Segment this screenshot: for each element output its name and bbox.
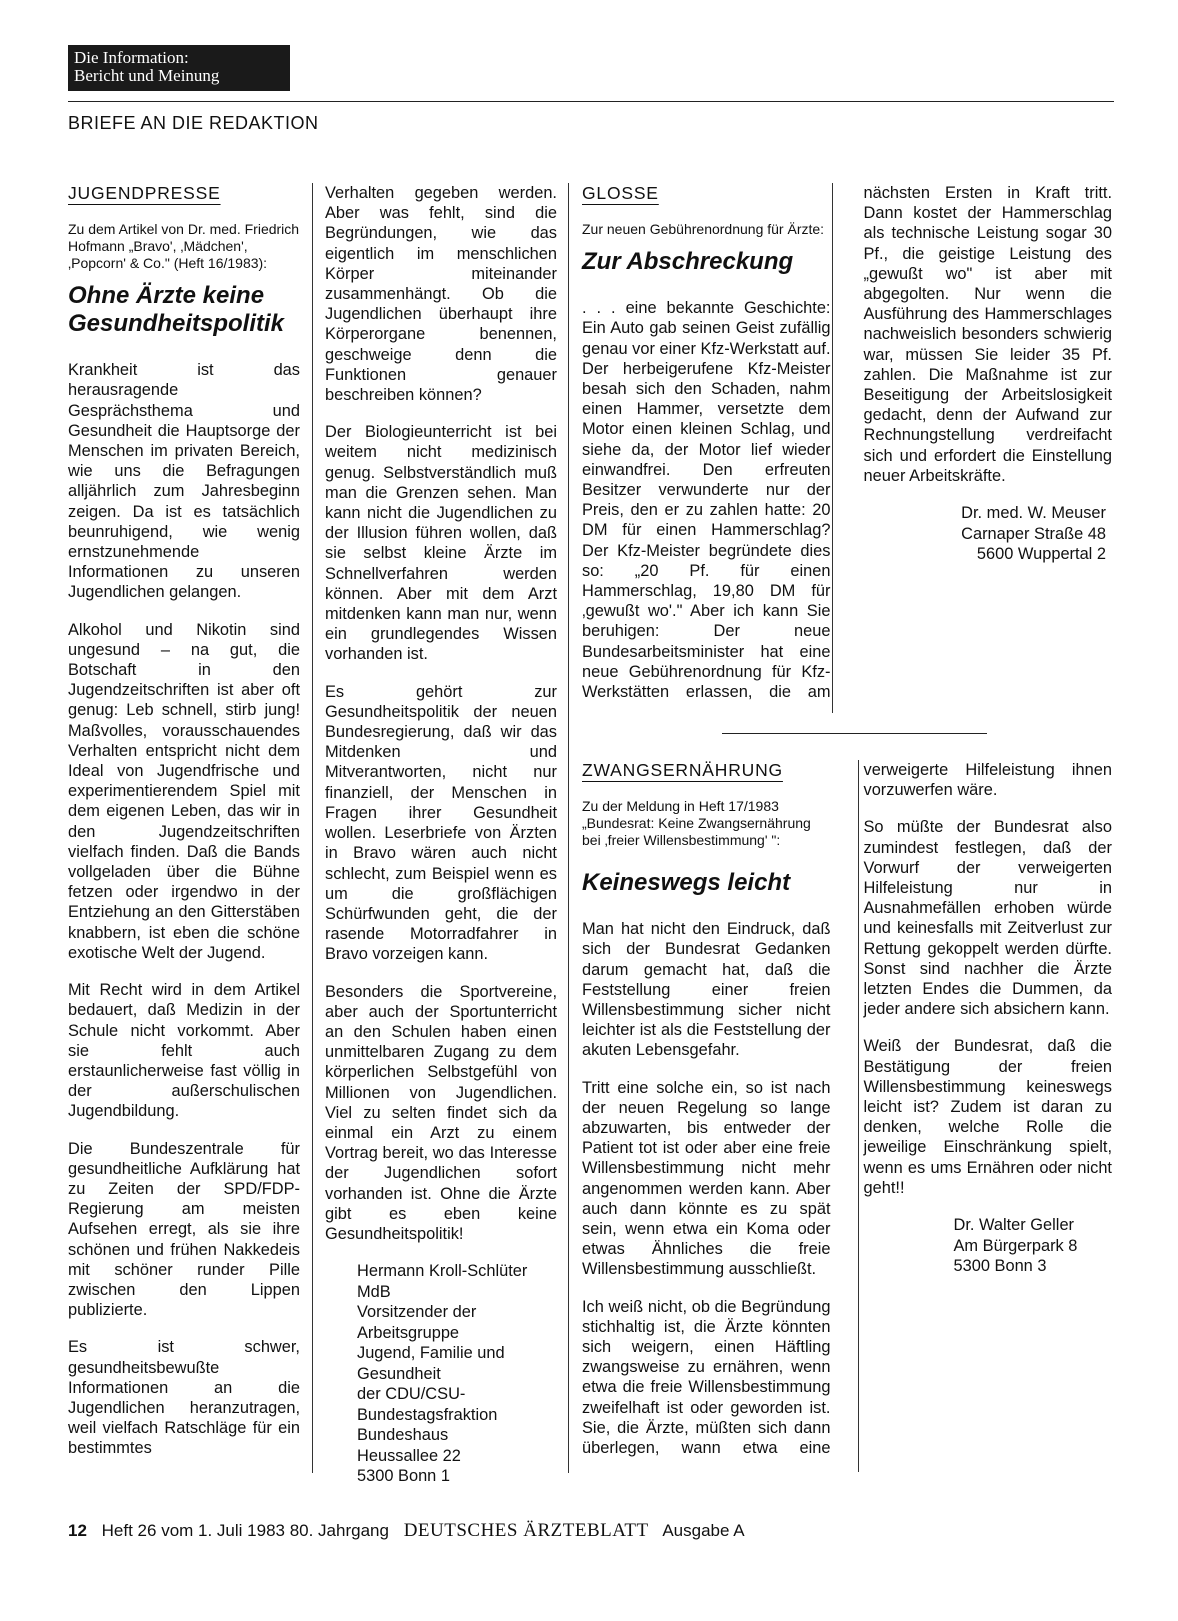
article1-headline: Ohne Ärzte keine Gesundheitspolitik	[68, 282, 285, 338]
article1-paragraph: Krankheit ist das herausragende Gesprächsthema und Gesundheit die Hauptsorge der Menschen im privaten Bereich, wie uns die Befragungen alljährlich zum Jahresbeginn zeigen. Da ist es tatsächlich beunruhigend, wie wenig ernstzunehmende Informationen zu unseren Jugendlichen gelangen.	[68, 361, 300, 602]
signature-line: Gesundheit	[357, 1364, 441, 1383]
signature-line: der CDU/CSU-	[357, 1385, 466, 1404]
article2-headline: Zur Abschreckung	[582, 248, 794, 276]
article2-block	[582, 183, 1112, 713]
article3-lead: Zu der Meldung in Heft 17/1983 „Bundesrat: Keine Zwangsernährung bei ‚freier Willensbestimmung' ":	[582, 798, 811, 849]
article3-paragraph: Ich weiß nicht, ob die Begründung stichhaltig ist, die Ärzte könnten sich weigern, einen Häftling zwangsweise zu ernähren, wenn etwa die freie Willensbestimmung zweifelhaft ist oder geworden ist. Sie, die Ärzte, müßten sich dann überlegen, wann etwa eine verweigerte Hilfeleistung ihnen vorzuwerfen wäre.	[582, 761, 1112, 1458]
article1-kicker: JUGENDPRESSE	[68, 183, 221, 203]
article3-paragraph: Weiß der Bundesrat, daß die Bestätigung der freien Willensbestimmung keineswegs leicht ist? Zudem ist daran zu denken, welche Rolle die jeweilige Einschränkung spielt, wenn es ums Ernähren oder nicht geht!!	[863, 1037, 1112, 1197]
signature-line: Hermann Kroll-Schlüter	[357, 1262, 528, 1281]
header-line-2: Bericht und Meinung	[74, 66, 220, 85]
article3-paragraph: Man hat nicht den Eindruck, daß sich der Bundesrat Gedanken darum gemacht hat, daß die Feststellung einer freien Willensbestimmung sicher nicht leichter ist als die Feststellung der akuten Lebensgefahr.	[582, 920, 831, 1060]
signature-line: Dr. Walter Geller	[953, 1216, 1075, 1235]
signature-line: 5300 Bonn 3	[953, 1257, 1047, 1276]
article3-headline: Keineswegs leicht	[582, 869, 791, 897]
signature-line: Dr. med. W. Meuser	[961, 504, 1106, 523]
article2-signature	[864, 503, 1113, 565]
article1-paragraph: Der Biologieunterricht ist bei weitem nicht medizinisch genug. Selbstverständlich muß man die Grenzen sehen. Man kann nicht die Jugendlichen zu der Illusion führen wollen, daß sie selbst kleine Ärzte im Schnellverfahren werden können. Aber mit dem Arzt mitdenken kann man nur, wenn ein grundlegendes Wissen vorhanden ist.	[325, 423, 557, 664]
article1-paragraph: Verhalten gegeben werden. Aber was fehlt, sind die Begründungen, wie das eigentlich im menschlichen Körper miteinander zusammenhängt. Ob die Jugendlichen überhaupt ihre Körperorgane benennen, geschweige denn die Funktionen genauer beschreiben können?	[325, 184, 557, 405]
signature-line: Heussallee 22	[357, 1446, 461, 1465]
column-divider	[568, 183, 569, 1473]
article2-lead: Zur neuen Gebührenordnung für Ärzte:	[582, 221, 825, 238]
article1-paragraph: Es gehört zur Gesundheitspolitik der neuen Bundesregierung, daß wir das Mitdenken und Mitverantworten, nicht nur finanziell, der Menschen in Fragen ihrer Gesundheit wollen. Leserbriefe von Ärzten in Bravo wären auch nicht schlecht, zum Beispiel wenn es um die großflächigen Schürfwunden geht, die der rasende Motorradfahrer in Bravo vorzeigen kann.	[325, 682, 557, 964]
header-line-1: Die Information:	[74, 48, 189, 67]
signature-line: 5300 Bonn 1	[357, 1467, 450, 1486]
article-separator	[722, 733, 987, 734]
article1-signature	[325, 1261, 557, 1487]
article1-paragraph: Alkohol und Nikotin sind ungesund – na gut, die Botschaft in den Jugendzeitschriften ist aber oft genug: Leb schnell, stirb jung! Maßvolles, vorausschauendes Verhalten entspricht nicht dem Ideal von Jugendfrische und experimentierendem Spiel mit dem eigenen Leben, das wir in den Jugendzeitschriften vielfach finden. Daß die Bands vollgeladen über die Bühne fetzen oder irgendwo in der Entziehung an den Gitterstäben knabbern, ist eben die schöne exotische Welt der Jugend.	[68, 620, 300, 962]
signature-line: Am Bürgerpark 8	[953, 1236, 1078, 1255]
article2-kicker: GLOSSE	[582, 183, 659, 203]
page-footer	[68, 1520, 745, 1542]
column-divider	[832, 183, 833, 713]
page-number: 12	[68, 1521, 87, 1540]
article3-block	[582, 760, 1112, 1472]
article1-paragraph: Die Bundeszentrale für gesundheitliche Aufklärung hat zu Zeiten der SPD/FDP-Regierung am meisten Aufsehen erregt, als sie ihre schönen und frühen Nakkedeis mit schöner runder Pille zwischen den Lippen publizierte.	[68, 1139, 300, 1320]
signature-line: Carnaper Straße 48	[961, 524, 1106, 543]
signature-line: Vorsitzender der	[357, 1303, 477, 1322]
signature-line: Arbeitsgruppe	[357, 1323, 460, 1342]
column-1	[68, 183, 300, 1476]
section-header-box	[68, 45, 290, 91]
article3-paragraph: Tritt eine solche ein, so ist nach der neuen Regelung so lange abzuwarten, bis entweder der Patient tot ist oder aber eine freie Willensbestimmung nicht mehr angenommen werden kann. Aber auch dann könnte es zu spät sein, wenn etwa ein Koma oder etwas Ähnliches die freie Willensbestimmung ausschließt.	[582, 1078, 831, 1279]
article3-signature	[864, 1215, 1113, 1277]
signature-line: 5600 Wuppertal 2	[976, 545, 1106, 564]
column-2	[325, 183, 557, 1487]
article1-paragraph: Es ist schwer, gesundheitsbewußte Informationen an die Jugendlichen heranzutragen, weil vielfach Ratschläge für ein bestimmtes	[68, 1338, 300, 1458]
article3-paragraph: So müßte der Bundesrat also zumindest festlegen, daß der Vorwurf der verweigerten Hilfeleistung nur in Ausnahmefällen erhoben würde und keinesfalls mit Zeitverlust zur Rettung gekoppelt werden dürfte. Sonst sind nachher die Ärzte letzten Endes die Dummen, da jeder andere sich absichern kann.	[863, 818, 1112, 1019]
signature-line: MdB	[357, 1282, 391, 1301]
article3-kicker: ZWANGSERNÄHRUNG	[582, 760, 783, 780]
section-label: BRIEFE AN DIE REDAKTION	[68, 113, 319, 133]
article2-paragraph: . . . eine bekannte Geschichte: Ein Auto gab seinen Geist zufällig genau vor einer Kfz-Werkstatt auf. Der herbeigerufene Kfz-Meister besah sich den Schaden, nahm einen Hammer, versetzte dem Motor einen kleinen Schlag, und siehe da, der Motor lief wieder einwandfrei. Den erfreuten Besitzer verwunderte nur der Preis, den er zu zahlen hatte: 20 DM für einen Hammerschlag? Der Kfz-Meister begründete dies so: „20 Pf. für einen Hammerschlag, 19,80 DM für ‚gewußt wo'." Aber ich kann Sie beruhigen: Der neue Bundesarbeitsminister hat eine neue Gebührenordnung für Kfz-Werkstätten erlassen, die am nächsten Ersten in Kraft tritt. Dann kostet der Hammerschlag als technische Leistung sogar 30 Pf., die geistige Leistung des „gewußt wo" ist aber mit abgegolten. Nur wenn die Ausführung des Hammerschlages nachweislich besonders schwierig war, müssen Sie leider 35 Pf. zahlen. Die Maßnahme ist zur Beseitigung der Arbeitslosigkeit gedacht, denn der Aufwand zur Rechnungstellung verdreifacht sich und erfordert die Einstellung neuer Arbeitskräfte.	[582, 184, 1112, 702]
article1-paragraph: Mit Recht wird in dem Artikel bedauert, daß Medizin in der Schule nicht vorkommt. Aber sie fehlt auch erstaunlicherweise fast völlig in der außerschulischen Jugendbildung.	[68, 981, 300, 1121]
issue-info: Heft 26 vom 1. Juli 1983 80. Jahrgang	[101, 1521, 389, 1540]
article1-paragraph: Besonders die Sportvereine, aber auch der Sportunterricht an den Schulen haben einen unmittelbaren Zugang zu dem körperlichen Selbstgefühl von Millionen von Jugendlichen. Viel zu selten findet sich da einmal ein Arzt zu einem Vortrag bereit, wo das Interesse der Jugendlichen sofort vorhanden ist. Ohne die Ärzte gibt es eben keine Gesundheitspolitik!	[325, 982, 557, 1243]
edition-label: Ausgabe A	[662, 1521, 745, 1540]
signature-line: Bundeshaus	[357, 1426, 449, 1445]
signature-line: Bundestagsfraktion	[357, 1405, 498, 1424]
column-divider	[858, 760, 859, 1472]
top-rule	[68, 101, 1114, 102]
publication-name: DEUTSCHES ÄRZTEBLATT	[403, 1520, 649, 1541]
article1-lead: Zu dem Artikel von Dr. med. Friedrich Hofmann „Bravo', ‚Mädchen', ‚Popcorn' & Co." (Heft 16/1983):	[68, 221, 300, 272]
column-divider	[312, 183, 313, 1473]
signature-line: Jugend, Familie und	[357, 1344, 505, 1363]
